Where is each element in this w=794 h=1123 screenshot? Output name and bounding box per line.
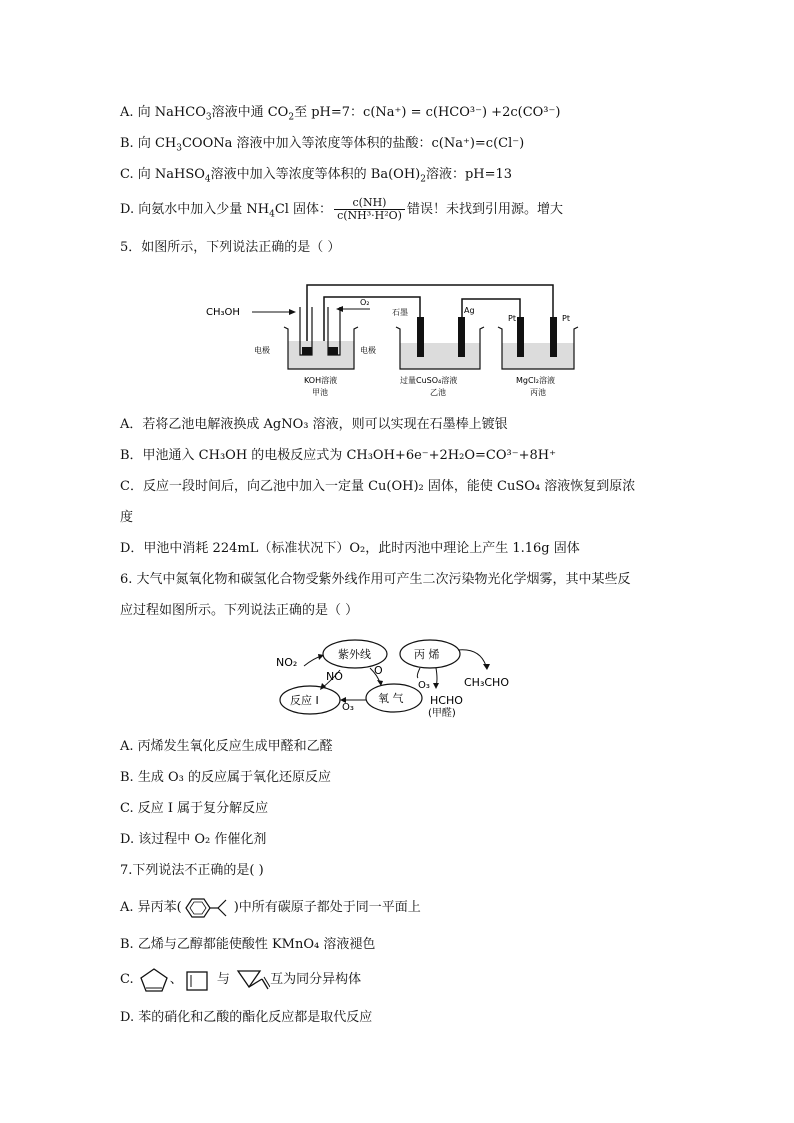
cell3-name-label: 丙池 (530, 388, 546, 397)
wire-outer (307, 285, 553, 350)
cell2-solution-label: 过量CuSO₄溶液 (400, 376, 458, 385)
cell1-electrode-right (328, 347, 338, 355)
pt-electrode-1 (517, 317, 524, 357)
ag-label: Ag (464, 306, 475, 315)
o-label: O (374, 664, 383, 677)
propene-label: 丙 烯 (414, 648, 440, 661)
cell2-solution (400, 343, 480, 369)
question-5-stem: 5．如图所示，下列说法正确的是（ ） (120, 240, 341, 255)
propene-o3-arrow (417, 668, 420, 678)
option-5d: D．甲池中消耗 224mL（标准状况下）O₂，此时丙池中理论上产生 1.16g 固体 (120, 541, 580, 556)
question-6-stem-2: 应过程如图所示。下列说法正确的是（ ） (120, 603, 359, 618)
propene-ch3cho-arrow (458, 650, 486, 666)
option-7d: D. 苯的硝化和乙酸的酯化反应都是取代反应 (120, 1010, 373, 1025)
option-4c: C. 向 NaHSO$_4$溶液中加入等浓度等体积的 $Ba(OH)_2$溶液：pH=13 (120, 167, 513, 185)
ch3cho-label: CH₃CHO (464, 676, 509, 689)
cell1-solution (288, 341, 354, 369)
option-6b: B. 生成 O₃ 的反应属于氧化还原反应 (120, 770, 331, 785)
cell3-solution-label: MgCl₂溶液 (516, 376, 555, 385)
reaction1-label: 反应 I (290, 694, 319, 707)
ch3oh-label: CH₃OH (206, 307, 240, 318)
o3-label-a: O₃ (342, 702, 354, 713)
no-label: NO (326, 670, 343, 683)
cell2-name-label: 乙池 (430, 388, 446, 397)
smog-cycle-figure (270, 636, 540, 726)
question-7-stem: 7.下列说法不正确的是( ) (120, 863, 264, 878)
fraction: $\frac{c(NH)}{\text{c(NH³·H²O)}}$ (334, 197, 405, 222)
option-5b: B．甲池通入 CH₃OH 的电极反应式为 CH₃OH+6e⁻+2H₂O=CO³⁻+8H⁺ (120, 448, 556, 463)
graphite-label: 石墨 (392, 308, 408, 317)
option-4a: A. 向 NaHCO$_3$溶液中通 $CO_2$至 pH=7：c(Na⁺) = c(HCO³⁻) +2c(CO³⁻) (120, 105, 561, 123)
hcho-label: HCHO (430, 694, 463, 707)
graphite-electrode (417, 317, 424, 357)
uv-label: 紫外线 (338, 648, 371, 661)
electrode-left-label: 电极 (254, 346, 270, 355)
option-5c-line1: C．反应一段时间后，向乙池中加入一定量 Cu(OH)₂ 固体，能使 CuSO₄ 溶液恢复到原浓 (120, 479, 636, 494)
no2-label: NO₂ (276, 656, 298, 669)
option-4b: B. 向 $CH_3COONa$ 溶液中加入等浓度等体积的盐酸：c(Na⁺)=c(Cl⁻) (120, 136, 525, 154)
cell1-name-label: 甲池 (312, 388, 328, 397)
option-5a: A．若将乙池电解液换成 AgNO₃ 溶液，则可以实现在石墨棒上镀银 (120, 417, 508, 432)
cell1-electrode-left (302, 347, 312, 355)
pt2-label: Pt (562, 314, 570, 323)
option-4d: D. 向氨水中加入少量 $NH_4Cl$ 固体： $\frac{c(NH)}{\text{c(NH³·H²O)}}$ 错误！未找到引用源。增大 (120, 196, 563, 222)
ch3cho-arrowhead (483, 664, 490, 670)
option-7b: B. 乙烯与乙醇都能使酸性 KMnO₄ 溶液褪色 (120, 937, 376, 952)
option-6d: D. 该过程中 O₂ 作催化剂 (120, 832, 267, 847)
electrode-right-label: 电极 (360, 346, 376, 355)
o3-label-b: O₃ (418, 680, 430, 691)
methylenecyclobutane-structure (183, 967, 213, 993)
option-7c: C. 、 与 互为同分异构体 (120, 966, 361, 994)
ag-electrode (458, 317, 465, 357)
cell3-solution (502, 343, 574, 369)
option-5c-line2: 度 (120, 510, 134, 525)
formaldehyde-label: (甲醛) (428, 708, 456, 719)
option-6a: A. 丙烯发生氧化反应生成甲醛和乙醛 (120, 739, 333, 754)
cell1-solution-label: KOH溶液 (304, 376, 338, 385)
o2-label: O₂ (360, 298, 370, 307)
oxygen-label: 氧 气 (378, 692, 404, 705)
cyclopentene-structure (138, 967, 170, 993)
option-6c: C. 反应 I 属于复分解反应 (120, 801, 269, 816)
cumene-structure (182, 897, 234, 919)
hcho-arrowhead (433, 683, 439, 689)
vinylcyclopropane-structure (234, 967, 270, 993)
electrochem-cell-figure (200, 277, 600, 402)
option-7a: A. 异丙苯( )中所有碳原子都处于同一平面上 (120, 896, 421, 920)
pt1-label: Pt (508, 314, 516, 323)
question-6-stem-1: 6. 大气中氮氧化物和碳氢化合物受紫外线作用可产生二次污染物光化学烟雾，其中某些反 (120, 572, 631, 587)
ch3oh-arrowhead (289, 309, 296, 315)
pt-electrode-2 (550, 317, 557, 357)
